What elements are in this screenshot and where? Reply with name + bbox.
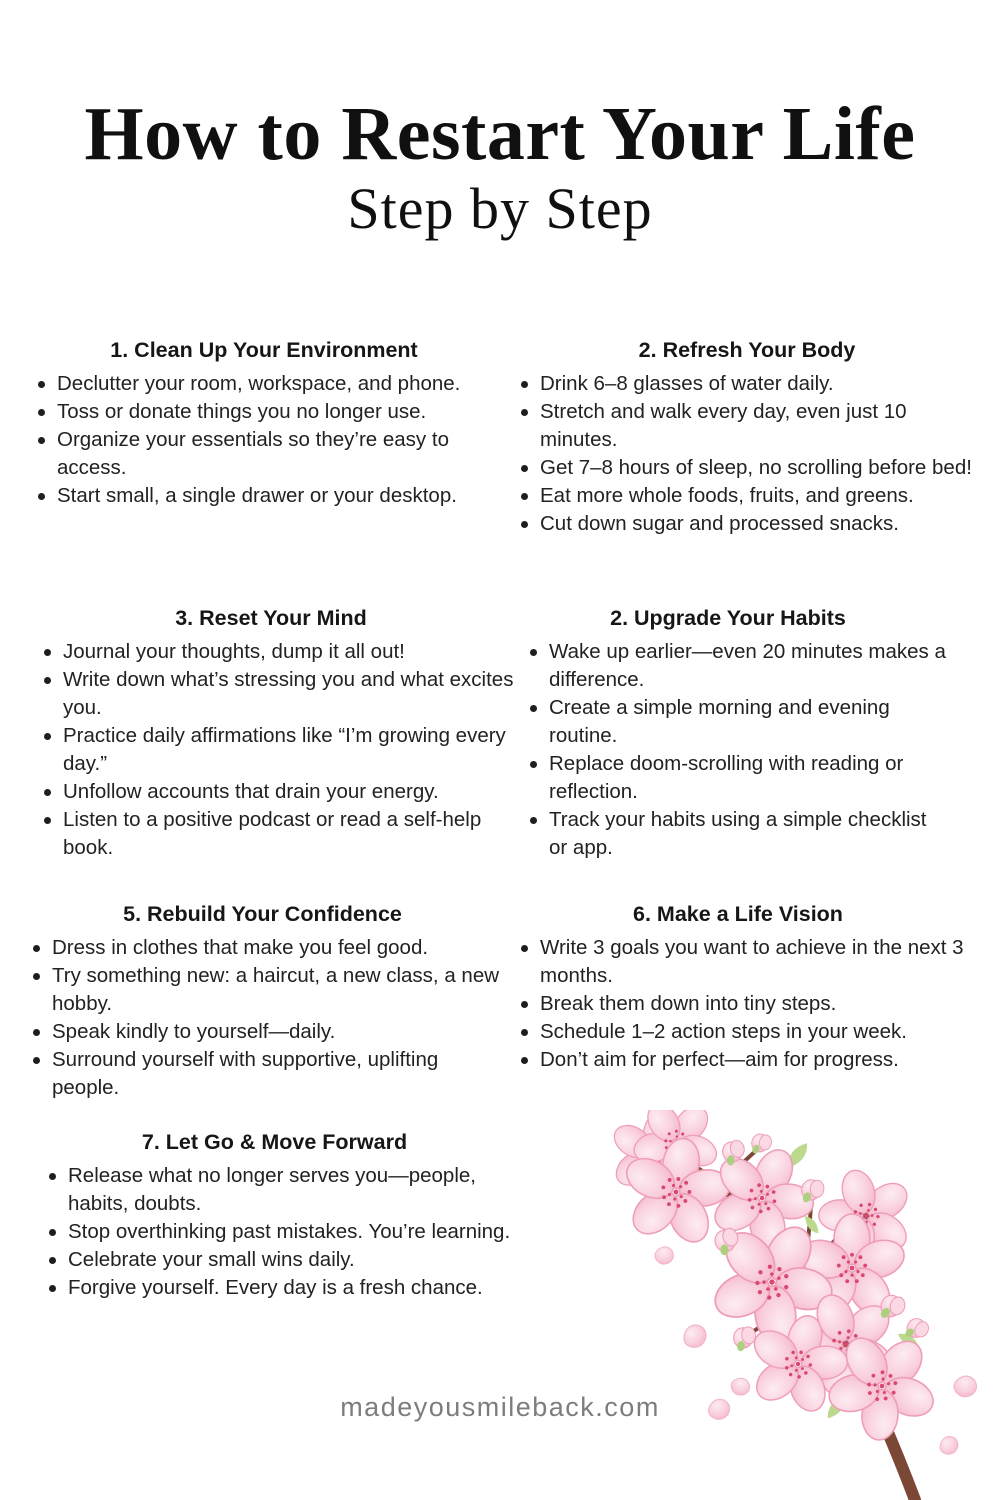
- section-reset-your-mind: [22, 605, 520, 862]
- section-clean-up-your-environment: [25, 337, 503, 510]
- bullet-list: [508, 370, 986, 538]
- section-heading: 2. Upgrade Your Habits: [610, 606, 846, 630]
- section-upgrade-your-habits: [508, 605, 948, 862]
- bullet-item: Schedule 1–2 action steps in your week.: [508, 1018, 968, 1046]
- title-block: [0, 92, 1000, 242]
- bullet-item: Practice daily affirmations like “I’m growing every day.”: [31, 722, 520, 778]
- bullet-list: [31, 638, 520, 862]
- bullet-item: Listen to a positive podcast or read a self-help book.: [31, 806, 520, 862]
- section-heading: 3. Reset Your Mind: [175, 606, 367, 630]
- section-heading: 6. Make a Life Vision: [633, 902, 843, 926]
- section-heading: 2. Refresh Your Body: [638, 338, 856, 362]
- bullet-item: Start small, a single drawer or your desktop.: [25, 482, 503, 510]
- section-heading: 7. Let Go & Move Forward: [141, 1130, 408, 1154]
- cherry-blossom-illustration: [612, 1110, 1000, 1500]
- bullet-list: [36, 1162, 522, 1302]
- bullet-item: Get 7–8 hours of sleep, no scrolling before bed!: [508, 454, 986, 482]
- bullet-list: [20, 934, 505, 1102]
- section-heading: 5. Rebuild Your Confidence: [123, 902, 402, 926]
- bullet-item: Eat more whole foods, fruits, and greens.: [508, 482, 986, 510]
- bullet-item: Unfollow accounts that drain your energy.: [31, 778, 520, 806]
- page-title: How to Restart Your Life: [84, 92, 916, 176]
- bullet-item: Write down what’s stressing you and what excites you.: [31, 666, 520, 722]
- page-subtitle: Step by Step: [347, 176, 653, 241]
- bullet-item: Drink 6–8 glasses of water daily.: [508, 370, 986, 398]
- bullet-item: Stop overthinking past mistakes. You’re learning.: [36, 1218, 522, 1246]
- bullet-item: Don’t aim for perfect—aim for progress.: [508, 1046, 968, 1074]
- bullet-item: Surround yourself with supportive, uplifting people.: [20, 1046, 505, 1102]
- bullet-item: Track your habits using a simple checklist or app.: [517, 806, 948, 862]
- bullet-item: Try something new: a haircut, a new class, a new hobby.: [20, 962, 505, 1018]
- bullet-item: Forgive yourself. Every day is a fresh chance.: [36, 1274, 522, 1302]
- bullet-item: Speak kindly to yourself—daily.: [20, 1018, 505, 1046]
- bullet-item: Break them down into tiny steps.: [508, 990, 968, 1018]
- bullet-item: Release what no longer serves you—people, habits, doubts.: [36, 1162, 522, 1218]
- bullet-item: Create a simple morning and evening routine.: [517, 694, 948, 750]
- bullet-list: [25, 370, 503, 510]
- section-let-go-and-move-forward: [27, 1129, 522, 1302]
- bullet-item: Stretch and walk every day, even just 10 minutes.: [508, 398, 986, 454]
- bullet-item: Write 3 goals you want to achieve in the next 3 months.: [508, 934, 968, 990]
- bullet-item: Cut down sugar and processed snacks.: [508, 510, 986, 538]
- website-url: madeyousmileback.com: [340, 1392, 660, 1422]
- section-make-a-life-vision: [508, 901, 968, 1074]
- bullet-item: Dress in clothes that make you feel good.: [20, 934, 505, 962]
- bullet-item: Wake up earlier—even 20 minutes makes a difference.: [517, 638, 948, 694]
- bullet-item: Declutter your room, workspace, and phone.: [25, 370, 503, 398]
- bullet-item: Replace doom-scrolling with reading or reflection.: [517, 750, 948, 806]
- section-refresh-your-body: [508, 337, 986, 538]
- bullet-item: Toss or donate things you no longer use.: [25, 398, 503, 426]
- section-heading: 1. Clean Up Your Environment: [110, 338, 418, 362]
- bullet-list: [517, 638, 948, 862]
- bullet-item: Journal your thoughts, dump it all out!: [31, 638, 520, 666]
- bullet-list: [508, 934, 968, 1074]
- bullet-item: Organize your essentials so they’re easy to access.: [25, 426, 503, 482]
- section-rebuild-your-confidence: [20, 901, 505, 1102]
- bullet-item: Celebrate your small wins daily.: [36, 1246, 522, 1274]
